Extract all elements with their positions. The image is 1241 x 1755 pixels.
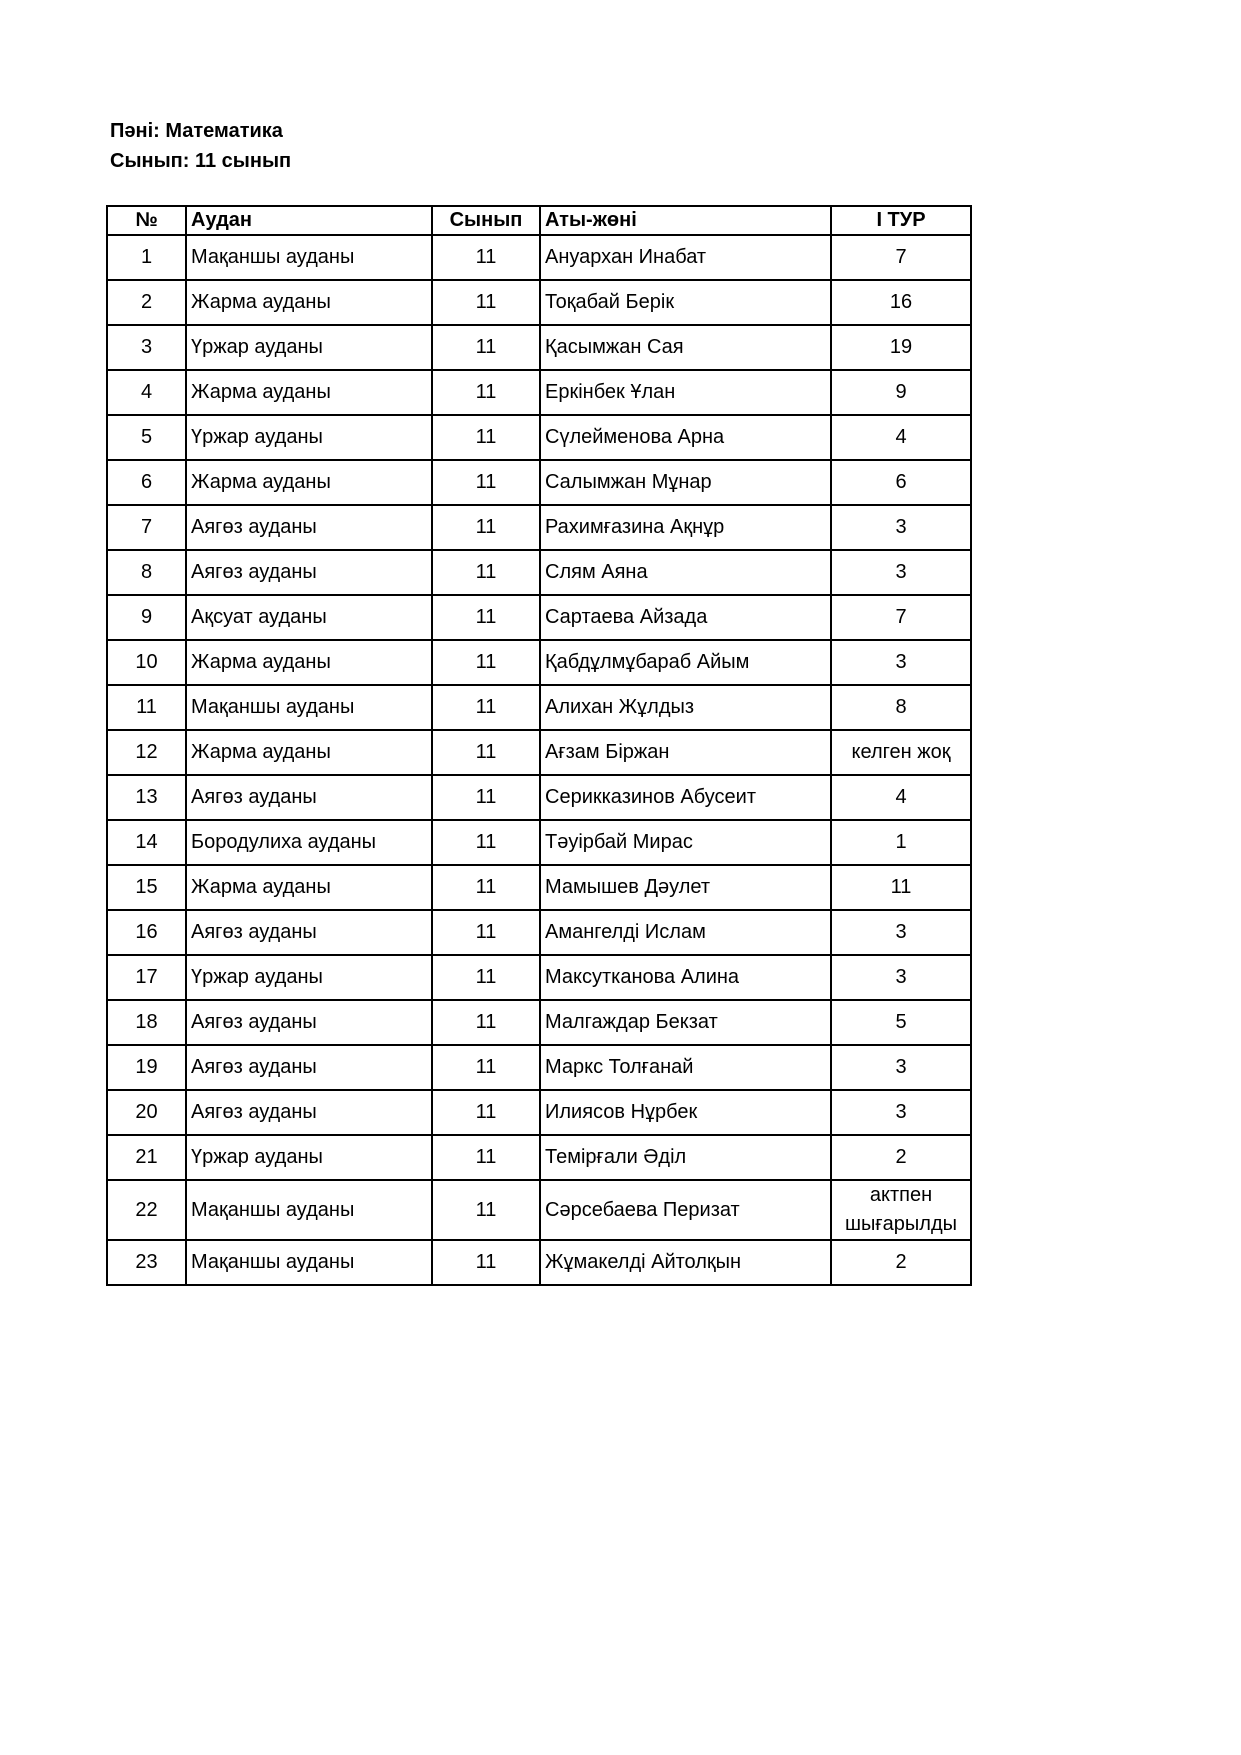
cell-name: Тоқабай Берік — [540, 280, 831, 325]
class-line: Сынып: 11 сынып — [110, 150, 292, 172]
cell-district: Мақаншы ауданы — [186, 1240, 432, 1285]
header-score: І ТУР — [831, 206, 971, 235]
cell-district: Үржар ауданы — [186, 415, 432, 460]
cell-name: Малгаждар Бекзат — [540, 1000, 831, 1045]
cell-district: Мақаншы ауданы — [186, 685, 432, 730]
table-row — [107, 1090, 971, 1135]
cell-num: 5 — [107, 415, 186, 460]
cell-class: 11 — [432, 685, 540, 730]
cell-name: Темірғали Әділ — [540, 1135, 831, 1180]
cell-district: Жарма ауданы — [186, 460, 432, 505]
cell-class: 11 — [432, 820, 540, 865]
cell-district: Үржар ауданы — [186, 955, 432, 1000]
cell-score: 3 — [831, 1090, 971, 1135]
header-num: № — [107, 206, 186, 235]
cell-name: Мамышев Дәулет — [540, 865, 831, 910]
cell-num: 7 — [107, 505, 186, 550]
table-row — [107, 1180, 971, 1240]
cell-name: Жұмакелді Айтолқын — [540, 1240, 831, 1285]
cell-num: 18 — [107, 1000, 186, 1045]
cell-class: 11 — [432, 1240, 540, 1285]
cell-score: 19 — [831, 325, 971, 370]
cell-num: 20 — [107, 1090, 186, 1135]
cell-score: актпен шығарылды — [831, 1180, 971, 1240]
cell-district: Мақаншы ауданы — [186, 1180, 432, 1240]
cell-class: 11 — [432, 730, 540, 775]
cell-name: Қасымжан Сая — [540, 325, 831, 370]
cell-name: Сәрсебаева Перизат — [540, 1180, 831, 1240]
cell-score: 8 — [831, 685, 971, 730]
subject-line: Пәні: Математика — [110, 120, 283, 142]
cell-score: 1 — [831, 820, 971, 865]
cell-district: Жарма ауданы — [186, 640, 432, 685]
cell-num: 23 — [107, 1240, 186, 1285]
cell-score: 7 — [831, 595, 971, 640]
table-header-row — [107, 206, 971, 235]
cell-num: 16 — [107, 910, 186, 955]
cell-district: Жарма ауданы — [186, 280, 432, 325]
cell-name: Амангелді Ислам — [540, 910, 831, 955]
cell-class: 11 — [432, 370, 540, 415]
table-row — [107, 370, 971, 415]
cell-name: Слям Аяна — [540, 550, 831, 595]
table-row — [107, 1240, 971, 1285]
table-row — [107, 235, 971, 280]
cell-district: Аягөз ауданы — [186, 550, 432, 595]
cell-class: 11 — [432, 865, 540, 910]
cell-class: 11 — [432, 280, 540, 325]
cell-num: 21 — [107, 1135, 186, 1180]
cell-name: Тәуірбай Мирас — [540, 820, 831, 865]
cell-num: 11 — [107, 685, 186, 730]
cell-num: 4 — [107, 370, 186, 415]
table-row — [107, 415, 971, 460]
cell-class: 11 — [432, 1045, 540, 1090]
cell-class: 11 — [432, 1180, 540, 1240]
cell-class: 11 — [432, 595, 540, 640]
cell-num: 22 — [107, 1180, 186, 1240]
cell-num: 8 — [107, 550, 186, 595]
cell-num: 17 — [107, 955, 186, 1000]
cell-name: Алихан Жұлдыз — [540, 685, 831, 730]
cell-score: 3 — [831, 1045, 971, 1090]
cell-score: 3 — [831, 955, 971, 1000]
cell-score: 3 — [831, 505, 971, 550]
cell-score: келген жоқ — [831, 730, 971, 775]
cell-class: 11 — [432, 1090, 540, 1135]
cell-district: Үржар ауданы — [186, 1135, 432, 1180]
table-row — [107, 865, 971, 910]
cell-score: 16 — [831, 280, 971, 325]
table-row — [107, 1000, 971, 1045]
cell-name: Рахимғазина Ақнұр — [540, 505, 831, 550]
header-class: Сынып — [432, 206, 540, 235]
cell-score: 6 — [831, 460, 971, 505]
cell-name: Ағзам Біржан — [540, 730, 831, 775]
header-district: Аудан — [186, 206, 432, 235]
table-row — [107, 955, 971, 1000]
cell-score: 2 — [831, 1135, 971, 1180]
cell-district: Ақсуат ауданы — [186, 595, 432, 640]
cell-num: 1 — [107, 235, 186, 280]
cell-name: Илиясов Нұрбек — [540, 1090, 831, 1135]
cell-class: 11 — [432, 460, 540, 505]
table-row — [107, 685, 971, 730]
table-row — [107, 550, 971, 595]
cell-class: 11 — [432, 1135, 540, 1180]
cell-district: Аягөз ауданы — [186, 1045, 432, 1090]
cell-num: 3 — [107, 325, 186, 370]
cell-name: Қабдұлмұбараб Айым — [540, 640, 831, 685]
table-row — [107, 1045, 971, 1090]
cell-district: Аягөз ауданы — [186, 1000, 432, 1045]
cell-num: 10 — [107, 640, 186, 685]
cell-district: Аягөз ауданы — [186, 775, 432, 820]
cell-score: 4 — [831, 775, 971, 820]
table-row — [107, 460, 971, 505]
cell-district: Жарма ауданы — [186, 730, 432, 775]
cell-name: Сүлейменова Арна — [540, 415, 831, 460]
cell-district: Аягөз ауданы — [186, 910, 432, 955]
cell-name: Маркс Толғанай — [540, 1045, 831, 1090]
cell-class: 11 — [432, 415, 540, 460]
table-row — [107, 280, 971, 325]
cell-class: 11 — [432, 640, 540, 685]
cell-district: Жарма ауданы — [186, 370, 432, 415]
table-row — [107, 1135, 971, 1180]
cell-name: Максутканова Алина — [540, 955, 831, 1000]
cell-score: 5 — [831, 1000, 971, 1045]
cell-district: Аягөз ауданы — [186, 505, 432, 550]
cell-class: 11 — [432, 955, 540, 1000]
cell-class: 11 — [432, 1000, 540, 1045]
cell-num: 9 — [107, 595, 186, 640]
cell-num: 6 — [107, 460, 186, 505]
cell-score: 2 — [831, 1240, 971, 1285]
table-row — [107, 820, 971, 865]
cell-name: Ануархан Инабат — [540, 235, 831, 280]
table-body — [107, 235, 971, 1285]
cell-district: Үржар ауданы — [186, 325, 432, 370]
table-row — [107, 730, 971, 775]
results-table — [106, 205, 972, 1286]
cell-class: 11 — [432, 235, 540, 280]
cell-district: Аягөз ауданы — [186, 1090, 432, 1135]
table-row — [107, 910, 971, 955]
document-header — [110, 116, 291, 176]
cell-num: 12 — [107, 730, 186, 775]
cell-district: Жарма ауданы — [186, 865, 432, 910]
cell-name: Салымжан Мұнар — [540, 460, 831, 505]
table-row — [107, 505, 971, 550]
cell-name: Сартаева Айзада — [540, 595, 831, 640]
cell-district: Бородулиха ауданы — [186, 820, 432, 865]
cell-name: Серикказинов Абусеит — [540, 775, 831, 820]
cell-class: 11 — [432, 550, 540, 595]
cell-score: 3 — [831, 550, 971, 595]
cell-score: 3 — [831, 910, 971, 955]
cell-score: 7 — [831, 235, 971, 280]
table-row — [107, 325, 971, 370]
table-row — [107, 775, 971, 820]
cell-district: Мақаншы ауданы — [186, 235, 432, 280]
cell-class: 11 — [432, 325, 540, 370]
cell-name: Еркінбек Ұлан — [540, 370, 831, 415]
table-row — [107, 595, 971, 640]
cell-class: 11 — [432, 910, 540, 955]
cell-num: 2 — [107, 280, 186, 325]
cell-class: 11 — [432, 505, 540, 550]
table-row — [107, 640, 971, 685]
cell-num: 14 — [107, 820, 186, 865]
cell-num: 15 — [107, 865, 186, 910]
cell-score: 9 — [831, 370, 971, 415]
cell-num: 19 — [107, 1045, 186, 1090]
cell-score: 11 — [831, 865, 971, 910]
cell-score: 4 — [831, 415, 971, 460]
cell-score: 3 — [831, 640, 971, 685]
cell-num: 13 — [107, 775, 186, 820]
header-name: Аты-жөні — [540, 206, 831, 235]
cell-class: 11 — [432, 775, 540, 820]
